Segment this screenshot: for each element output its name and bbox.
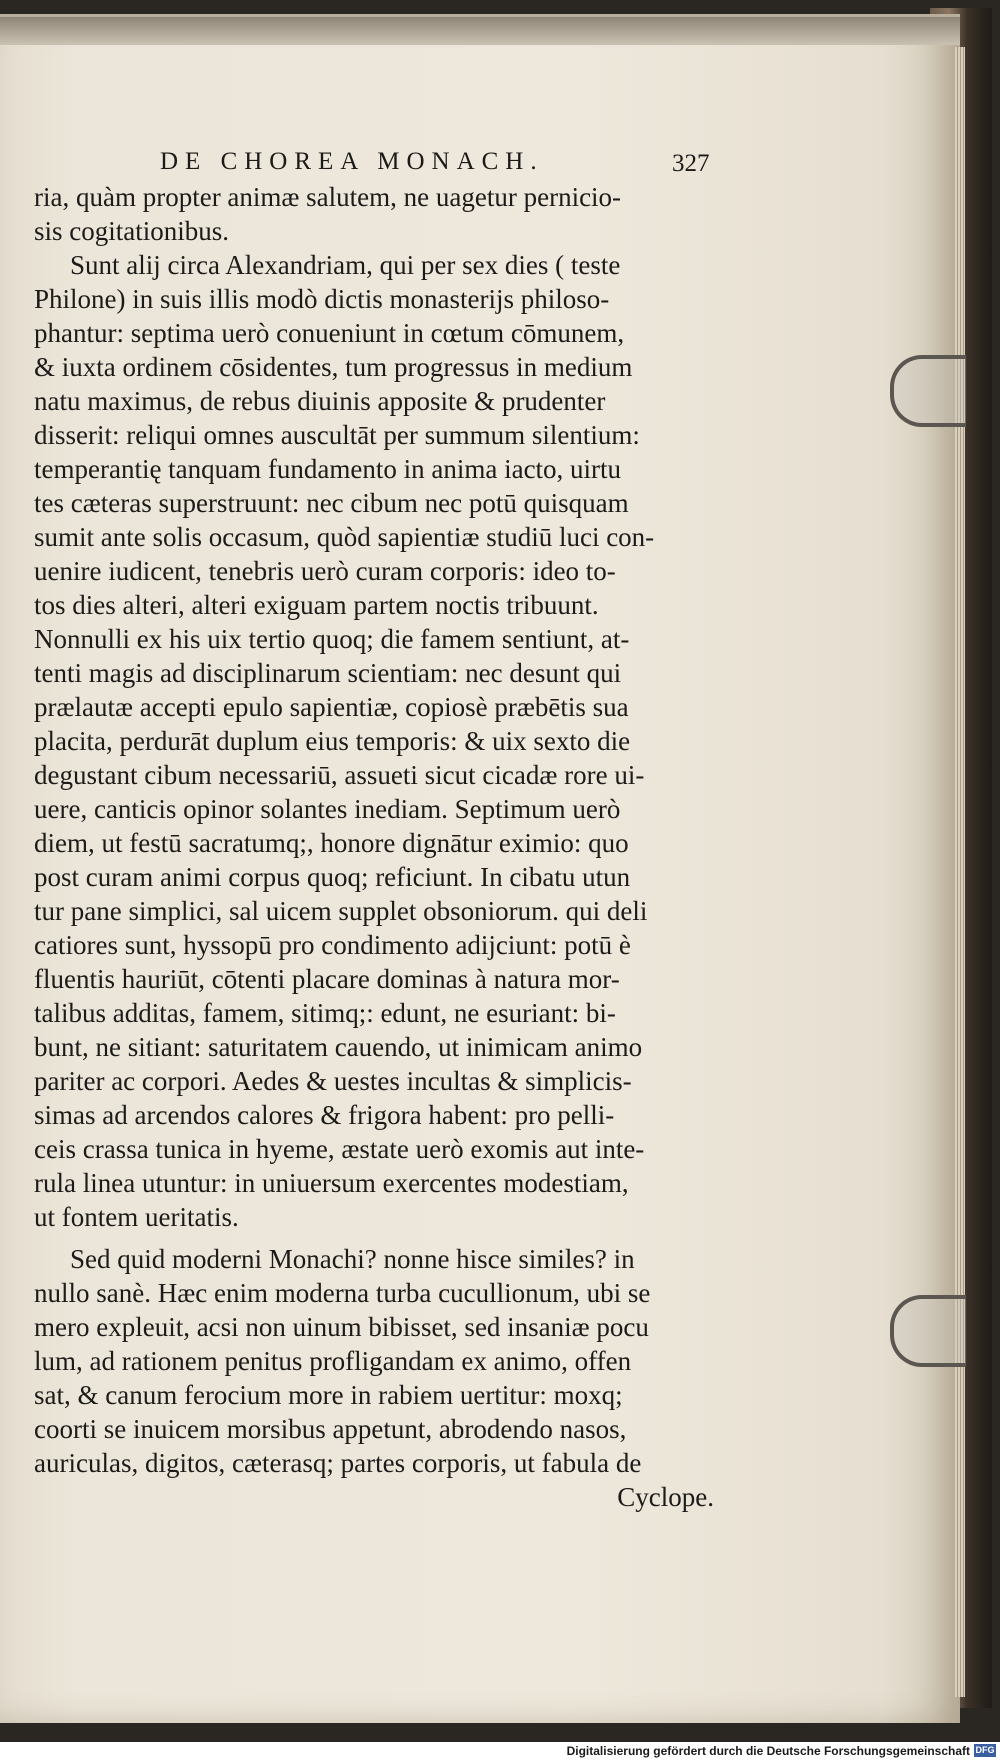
text-line: simas ad arcendos calores & frigora habent: pro pelli- [34, 1100, 615, 1130]
text-line: phantur: septima uerò conueniunt in cœtum cōmunem, [34, 318, 625, 348]
page-number: 327 [672, 150, 710, 177]
text-line: temperantię tanquam fundamento in anima iacto, uirtu [34, 454, 622, 484]
text-line: post curam animi corpus quoq; reficiunt. In cibatu utun [34, 862, 631, 892]
text-line: nullo sanè. Hæc enim moderna turba cucullionum, ubi se [34, 1278, 651, 1308]
footer-credit: Digitalisierung gefördert durch die Deutsche Forschungsgemeinschaft [566, 1744, 970, 1758]
text-line: talibus additas, famem, sitimq;: edunt, ne esuriant: bi- [34, 998, 616, 1028]
text-line: fluentis hauriūt, cōtenti placare dominas à natura mor- [34, 964, 620, 994]
text-line: mero expleuit, acsi non uinum bibisset, sed insaniæ pocu [34, 1312, 649, 1342]
paragraph-start-line: Sunt alij circa Alexandriam, qui per sex dies ( teste [70, 250, 621, 280]
text-line: catiores sunt, hyssopū pro condimento adijciunt: potū è [34, 930, 631, 960]
book-clip-upper [890, 355, 966, 427]
text-line: & iuxta ordinem cōsidentes, tum progressus in medium [34, 352, 633, 382]
text-line: ut fontem ueritatis. [34, 1202, 239, 1232]
text-line: degustant cibum necessariū, assueti sicut cicadæ rore ui- [34, 760, 645, 790]
text-line: bunt, ne sitiant: saturitatem cauendo, ut inimicam animo [34, 1032, 643, 1062]
text-line: sat, & canum ferocium more in rabiem uertitur: moxq; [34, 1380, 623, 1410]
text-line: diem, ut festū sacratumq;, honore dignātur eximio: quo [34, 828, 629, 858]
text-line: disserit: reliqui omnes auscultāt per summum silentium: [34, 420, 640, 450]
catchword: Cyclope. [617, 1482, 714, 1512]
text-line: coorti se inuicem morsibus appetunt, abrodendo nasos, [34, 1414, 627, 1444]
text-line: sumit ante solis occasum, quòd sapientiæ studiū luci con- [34, 522, 655, 552]
page-top-strip [0, 17, 960, 45]
text-line: tos dies alteri, alteri exiguam partem noctis tribuunt. [34, 590, 599, 620]
text-line: Nonnulli ex his uix tertio quoq; die famem sentiunt, at- [34, 624, 630, 654]
text-line: tur pane simplici, sal uicem supplet obsoniorum. qui deli [34, 896, 648, 926]
text-line: placita, perdurāt duplum eius temporis: & uix sexto die [34, 726, 631, 756]
text-line: Philone) in suis illis modò dictis monasterijs philoso- [34, 284, 610, 314]
page-fore-edge [955, 47, 965, 1697]
text-line: uere, canticis opinor solantes inediam. Septimum uerò [34, 794, 621, 824]
running-header: DE CHOREA MONACH. [160, 148, 544, 175]
text-line: ceis crassa tunica in hyeme, æstate uerò exomis aut inte- [34, 1134, 645, 1164]
text-line: natu maximus, de rebus diuinis apposite & prudenter [34, 386, 606, 416]
text-line: prælautæ accepti epulo sapientiæ, copiosè præbētis sua [34, 692, 629, 722]
paragraph-gap [34, 1234, 714, 1242]
dfg-logo: DFG [975, 1745, 995, 1755]
text-line: uenire iudicent, tenebris uerò curam corporis: ideo to- [34, 556, 616, 586]
book-clip-lower [890, 1295, 966, 1367]
body-text [34, 180, 714, 1514]
text-line: lum, ad rationem penitus profligandam ex animo, offen [34, 1346, 632, 1376]
text-line: sis cogitationibus. [34, 216, 229, 246]
paragraph-start-line: Sed quid moderni Monachi? nonne hisce similes? in [70, 1244, 635, 1274]
text-line: pariter ac corpori. Aedes & uestes incultas & simplicis- [34, 1066, 632, 1096]
text-line: tenti magis ad disciplinarum scientiam: nec desunt qui [34, 658, 622, 688]
text-line: ria, quàm propter animæ salutem, ne uagetur pernicio- [34, 182, 622, 212]
text-line: rula linea utuntur: in uniuersum exercentes modestiam, [34, 1168, 629, 1198]
text-line: tes cæteras superstruunt: nec cibum nec potū quisquam [34, 488, 629, 518]
text-line: auriculas, digitos, cæterasq; partes corporis, ut fabula de [34, 1448, 642, 1478]
digitization-footer [0, 1742, 1000, 1761]
